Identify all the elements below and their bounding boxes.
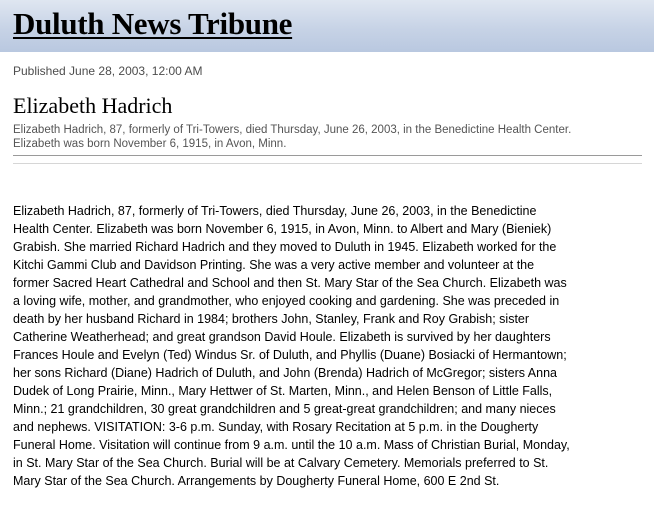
body-line: Mary Star of the Sea Church. Arrangements by Dougherty Funeral Home, 600 E 2nd St. [13,474,500,488]
body-line: death by her husband Richard in 1984; brothers John, Stanley, Frank and Roy Grabish; sister [13,312,530,326]
body-line: her sons Richard (Diane) Hadrich of Duluth, and John (Brenda) Hadrich of McGregor; sisters Anna [13,366,558,380]
body-line: Funeral Home. Visitation will continue from 9 a.m. until the 10 a.m. Mass of Christian Burial, Monday, [13,438,570,452]
divider [13,155,642,156]
summary-line: Elizabeth Hadrich, 87, formerly of Tri-Towers, died Thursday, June 26, 2003, in the Benedictine Health Center. [13,124,572,136]
article-body [13,202,645,490]
site-logo[interactable]: Duluth News Tribune [13,6,293,41]
body-line: Minn.; 21 grandchildren, 30 great grandchildren and 5 great-great grandchildren; and many nieces [13,402,556,416]
article-summary [13,123,643,151]
body-line: and nephews. VISITATION: 3-6 p.m. Sunday, with Rosary Recitation at 5 p.m. in the Dougherty [13,420,539,434]
body-line: Dudek of Long Prairie, Minn., Mary Hettwer of St. Marten, Minn., and Helen Benson of Little Falls, [13,384,553,398]
body-line: Kitchi Gammi Club and Davidson Printing. She was a very active member and volunteer at the [13,258,535,272]
divider [13,163,642,164]
body-line: Catherine Weatherhead; and great grandson David Houle. Elizabeth is survived by her daughters [13,330,551,344]
body-line: Grabish. She married Richard Hadrich and they moved to Duluth in 1945. Elizabeth worked for the [13,240,557,254]
summary-line: Elizabeth was born November 6, 1915, in Avon, Minn. [13,138,287,150]
body-line: a loving wife, mother, and grandmother, who enjoyed cooking and gardening. She was preceded in [13,294,560,308]
body-line: Frances Houle and Evelyn (Ted) Windus Sr. of Duluth, and Phyllis (Duane) Bosiacki of Hermantown; [13,348,567,362]
body-line: Health Center. Elizabeth was born November 6, 1915, in Avon, Minn. to Albert and Mary (Bieniek) [13,222,552,236]
body-line: in St. Mary Star of the Sea Church. Burial will be at Calvary Cemetery. Memorials preferred to St. [13,456,549,470]
body-line: former Sacred Heart Cathedral and School and then St. Mary Star of the Sea Church. Elizabeth was [13,276,567,290]
body-line: Elizabeth Hadrich, 87, formerly of Tri-Towers, died Thursday, June 26, 2003, in the Benedictine [13,204,537,218]
published-date: Published June 28, 2003, 12:00 AM [13,64,203,78]
masthead-banner [0,0,654,52]
article-headline: Elizabeth Hadrich [13,93,173,118]
